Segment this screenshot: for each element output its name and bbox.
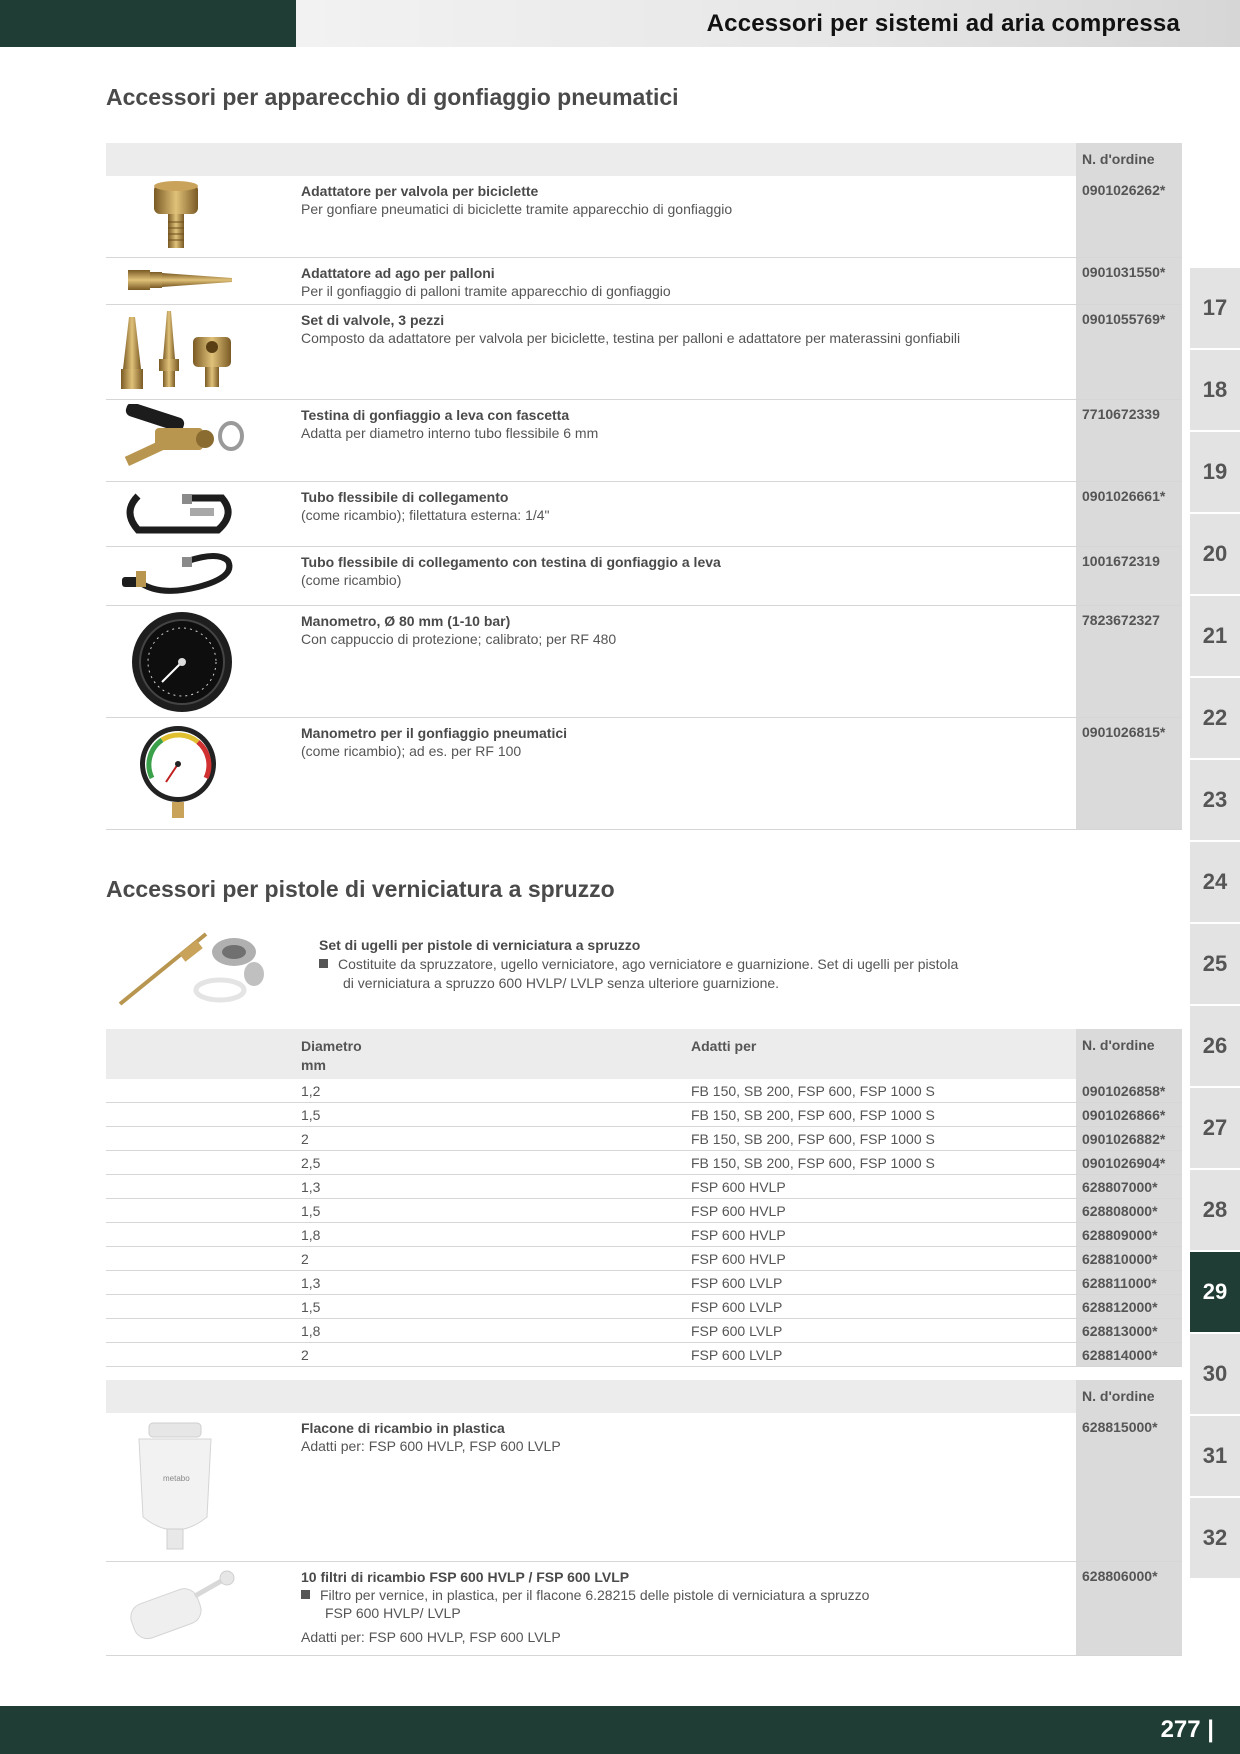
paint-filter-image	[110, 1566, 250, 1650]
order-number: 628812000*	[1076, 1295, 1182, 1318]
fits-cell: FB 150, SB 200, FSP 600, FSP 1000 S	[691, 1083, 935, 1099]
table-row	[106, 1271, 1182, 1295]
chapter-tab-24[interactable]: 24	[1190, 842, 1240, 922]
table-header	[106, 1380, 1182, 1413]
table-row	[106, 1103, 1182, 1127]
bullet-text: Costituite da spruzzatore, ugello verniciatore, ago verniciatore e guarnizione. Set di ugelli per pistola	[338, 956, 959, 972]
item-text	[301, 406, 1061, 442]
fits-cell: FSP 600 HVLP	[691, 1251, 786, 1267]
section-title-inflation: Accessori per apparecchio di gonfiaggio pneumatici	[106, 84, 679, 110]
chapter-tab-29[interactable]: 29	[1190, 1252, 1240, 1332]
item-description: Per gonfiare pneumatici di biciclette tramite apparecchio di gonfiaggio	[301, 201, 733, 217]
bicycle-valve-adapter-image	[110, 180, 250, 254]
bullet-text-continued: di verniciatura a spruzzo 600 HVLP/ LVLP senza ulteriore guarnizione.	[343, 975, 780, 991]
fits-cell: FSP 600 LVLP	[691, 1275, 783, 1291]
item-name: Adattatore per valvola per biciclette	[301, 183, 539, 199]
table-row	[106, 1151, 1182, 1175]
item-name: Flacone di ricambio in plastica	[301, 1420, 505, 1436]
item-name: Tubo flessibile di collegamento	[301, 489, 509, 505]
order-number: 0901031550*	[1076, 258, 1182, 304]
chapter-tab-20[interactable]: 20	[1190, 514, 1240, 594]
order-number: 7823672327	[1076, 606, 1182, 717]
table-row	[106, 176, 1182, 258]
connection-hose-image	[110, 486, 250, 542]
chapter-tab-22[interactable]: 22	[1190, 678, 1240, 758]
tire-pressure-gauge-image	[110, 722, 250, 822]
nozzle-table-body	[106, 1079, 1182, 1367]
bullet-icon	[301, 1590, 310, 1599]
item-text	[301, 612, 1061, 648]
lever-inflation-head-image	[110, 404, 250, 478]
diameter-cell: 2,5	[301, 1155, 321, 1171]
diameter-cell: 2	[301, 1347, 309, 1363]
item-fits-text: Adatti per: FSP 600 HVLP, FSP 600 LVLP	[301, 1629, 561, 1645]
nozzle-set-image	[112, 924, 272, 1010]
fits-cell: FSP 600 LVLP	[691, 1347, 783, 1363]
order-number: 628807000*	[1076, 1175, 1182, 1198]
chapter-tab-27[interactable]: 27	[1190, 1088, 1240, 1168]
fits-cell: FSP 600 HVLP	[691, 1179, 786, 1195]
diameter-unit-label: mm	[301, 1057, 326, 1073]
table-row	[106, 547, 1182, 606]
item-name: Set di valvole, 3 pezzi	[301, 312, 445, 328]
table-row	[106, 1319, 1182, 1343]
fits-cell: FB 150, SB 200, FSP 600, FSP 1000 S	[691, 1155, 935, 1171]
section-title-spray-guns: Accessori per pistole di verniciatura a spruzzo	[106, 876, 615, 902]
order-number: 628815000*	[1076, 1413, 1182, 1561]
nozzle-table-header	[106, 1029, 1182, 1079]
item-name: 10 filtri di ricambio FSP 600 HVLP / FSP 600 LVLP	[301, 1569, 630, 1585]
table-row	[106, 1413, 1182, 1562]
table-row	[106, 1079, 1182, 1103]
order-number: 628810000*	[1076, 1247, 1182, 1270]
table-row	[106, 1175, 1182, 1199]
diameter-cell: 1,5	[301, 1107, 321, 1123]
page-footer	[0, 1706, 1240, 1754]
item-description: Adatta per diametro interno tubo flessibile 6 mm	[301, 425, 599, 441]
order-number: 0901026904*	[1076, 1151, 1182, 1174]
nozzle-set-text	[319, 936, 1079, 993]
order-number: 0901026858*	[1076, 1079, 1182, 1102]
item-text	[301, 311, 1061, 347]
diameter-cell: 1,5	[301, 1203, 321, 1219]
fits-header: Adatti per	[691, 1038, 757, 1054]
fits-cell: FSP 600 HVLP	[691, 1227, 786, 1243]
chapter-tab-21[interactable]: 21	[1190, 596, 1240, 676]
order-number: 0901026815*	[1076, 718, 1182, 829]
chapter-tabs	[1190, 268, 1240, 1580]
item-text	[301, 264, 1061, 300]
order-number: 628814000*	[1076, 1343, 1182, 1366]
order-number: 0901026866*	[1076, 1103, 1182, 1126]
item-description: (come ricambio); ad es. per RF 100	[301, 743, 522, 759]
table-row	[106, 258, 1182, 305]
item-name: Manometro per il gonfiaggio pneumatici	[301, 725, 568, 741]
order-number-header: N. d'ordine	[1076, 1380, 1182, 1413]
item-text	[301, 553, 1061, 589]
item-description: (come ricambio); filettatura esterna: 1/4"	[301, 507, 550, 523]
item-name: Tubo flessibile di collegamento con testina di gonfiaggio a leva	[301, 554, 721, 570]
order-number: 0901026882*	[1076, 1127, 1182, 1150]
chapter-tab-31[interactable]: 31	[1190, 1416, 1240, 1496]
manometer-80mm-image	[110, 610, 250, 714]
fits-cell: FB 150, SB 200, FSP 600, FSP 1000 S	[691, 1107, 935, 1123]
page-header	[0, 0, 1240, 47]
fits-cell: FSP 600 HVLP	[691, 1203, 786, 1219]
order-number: 7710672339	[1076, 400, 1182, 481]
table-row	[106, 1127, 1182, 1151]
hose-with-lever-head-image	[110, 551, 250, 601]
order-number-header: N. d'ordine	[1076, 1029, 1182, 1079]
chapter-tab-32[interactable]: 32	[1190, 1498, 1240, 1578]
item-description: Composto da adattatore per valvola per biciclette, testina per palloni e adattatore per materassini gonfiabili	[301, 330, 961, 346]
table-header	[106, 143, 1182, 176]
item-text	[301, 182, 1061, 218]
table-row	[106, 305, 1182, 400]
ball-needle-adapter-image	[110, 262, 250, 298]
chapter-tab-26[interactable]: 26	[1190, 1006, 1240, 1086]
order-number: 0901026661*	[1076, 482, 1182, 546]
chapter-tab-19[interactable]: 19	[1190, 432, 1240, 512]
page-title: Accessori per sistemi ad aria compressa	[706, 10, 1180, 37]
fits-cell: FSP 600 LVLP	[691, 1299, 783, 1315]
inflation-accessories-table	[106, 143, 1182, 830]
diameter-cell: 1,8	[301, 1227, 321, 1243]
order-number: 628811000*	[1076, 1271, 1182, 1294]
order-number-header: N. d'ordine	[1076, 143, 1182, 176]
chapter-tab-25[interactable]: 25	[1190, 924, 1240, 1004]
order-number: 1001672319	[1076, 547, 1182, 605]
diameter-cell: 2	[301, 1131, 309, 1147]
order-number: 628806000*	[1076, 1562, 1182, 1655]
item-description	[319, 955, 1079, 974]
item-description: (come ricambio)	[301, 572, 402, 588]
table-row	[106, 718, 1182, 830]
order-number: 628813000*	[1076, 1319, 1182, 1342]
fits-cell: FB 150, SB 200, FSP 600, FSP 1000 S	[691, 1131, 935, 1147]
table-row	[106, 1247, 1182, 1271]
valve-set-image	[110, 309, 250, 395]
chapter-tab-23[interactable]: 23	[1190, 760, 1240, 840]
table-row	[106, 606, 1182, 718]
header-brand-block	[0, 0, 296, 47]
diameter-cell: 2	[301, 1251, 309, 1267]
bullet-text: Filtro per vernice, in plastica, per il flacone 6.28215 delle pistole di verniciatura a spruzzo	[320, 1587, 870, 1603]
table-row	[106, 1562, 1182, 1656]
item-text	[301, 488, 1061, 524]
item-name: Adattatore ad ago per palloni	[301, 265, 495, 281]
chapter-tab-17[interactable]: 17	[1190, 268, 1240, 348]
item-text	[301, 1419, 1061, 1455]
table-row	[106, 1295, 1182, 1319]
bullet-icon	[319, 959, 328, 968]
item-name: Manometro, Ø 80 mm (1-10 bar)	[301, 613, 511, 629]
item-description: Per il gonfiaggio di palloni tramite apparecchio di gonfiaggio	[301, 283, 671, 299]
diameter-cell: 1,2	[301, 1083, 321, 1099]
order-number: 628809000*	[1076, 1223, 1182, 1246]
spare-parts-table	[106, 1380, 1182, 1656]
diameter-cell: 1,5	[301, 1299, 321, 1315]
order-number: 0901055769*	[1076, 305, 1182, 399]
diameter-cell: 1,8	[301, 1323, 321, 1339]
table-row	[106, 1199, 1182, 1223]
item-name: Set di ugelli per pistole di verniciatura a spruzzo	[319, 937, 641, 953]
item-text	[301, 724, 1061, 760]
diameter-cell: 1,3	[301, 1275, 321, 1291]
diameter-cell: 1,3	[301, 1179, 321, 1195]
item-description: Adatti per: FSP 600 HVLP, FSP 600 LVLP	[301, 1438, 561, 1454]
item-description	[301, 1586, 1061, 1604]
table-row	[106, 400, 1182, 482]
item-description: Con cappuccio di protezione; calibrato; per RF 480	[301, 631, 617, 647]
chapter-tab-28[interactable]: 28	[1190, 1170, 1240, 1250]
chapter-tab-18[interactable]: 18	[1190, 350, 1240, 430]
page-number: 277 |	[1160, 1716, 1214, 1743]
fits-cell: FSP 600 LVLP	[691, 1323, 783, 1339]
bullet-text-continued: FSP 600 HVLP/ LVLP	[325, 1605, 461, 1621]
table-row	[106, 482, 1182, 547]
plastic-cup-image	[110, 1417, 250, 1557]
diameter-header	[301, 1037, 362, 1075]
cup-brand-label: metabo	[163, 1474, 190, 1483]
order-number: 628808000*	[1076, 1199, 1182, 1222]
item-name: Testina di gonfiaggio a leva con fascetta	[301, 407, 570, 423]
item-text	[301, 1568, 1061, 1646]
table-row	[106, 1343, 1182, 1367]
diameter-header-label: Diametro	[301, 1038, 362, 1054]
chapter-tab-30[interactable]: 30	[1190, 1334, 1240, 1414]
order-number: 0901026262*	[1076, 176, 1182, 257]
table-row	[106, 1223, 1182, 1247]
